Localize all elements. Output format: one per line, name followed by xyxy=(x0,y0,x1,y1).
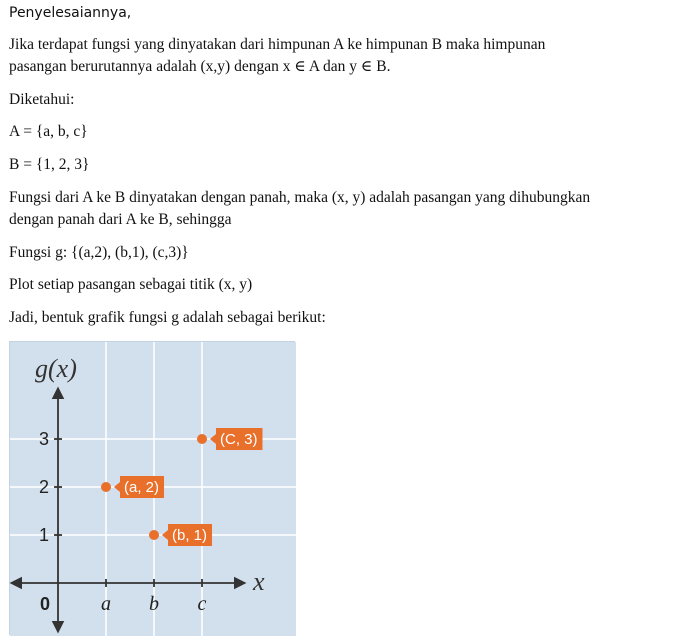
explanation-line-1: Fungsi dari A ke B dinyatakan dengan panah, maka (x, y) adalah pasangan yang dihubungkan xyxy=(9,189,591,206)
intro-text: Penyelesaiannya, xyxy=(9,5,132,21)
definition-line-1: Jika terdapat fungsi yang dinyatakan dari himpunan A ke himpunan B maka himpunan xyxy=(9,36,546,53)
conclusion-text: Jadi, bentuk grafik fungsi g adalah sebagai berikut: xyxy=(9,309,326,326)
y-tick-label: 1 xyxy=(38,525,50,545)
y-tick-label: 3 xyxy=(38,429,50,449)
data-point xyxy=(101,482,111,492)
point-label xyxy=(210,428,263,450)
point-label xyxy=(114,476,164,498)
x-tick-label: c xyxy=(197,593,207,615)
x-axis-title: x xyxy=(253,567,265,596)
diketahui-label: Diketahui: xyxy=(9,91,75,108)
point-label-text: (C, 3) xyxy=(220,431,258,448)
function-graph xyxy=(9,341,295,635)
point-label-text: (b, 1) xyxy=(172,527,208,544)
point-label-text: (a, 2) xyxy=(124,479,160,496)
data-point xyxy=(149,530,159,540)
y-tick-label: 2 xyxy=(38,477,50,497)
set-b: B = {1, 2, 3} xyxy=(9,156,90,173)
origin-label: 0 xyxy=(39,594,51,614)
data-point xyxy=(197,434,207,444)
y-axis-title: g(x) xyxy=(35,354,77,383)
definition-line-2: pasangan berurutannya adalah (x,y) dengan x ∈ A dan y ∈ B. xyxy=(9,58,391,75)
x-tick-label: a xyxy=(101,593,111,615)
graph-canvas xyxy=(10,342,296,636)
plot-instruction: Plot setiap pasangan sebagai titik (x, y) xyxy=(9,276,253,293)
function-g: Fungsi g: {(a,2), (b,1), (c,3)} xyxy=(9,244,189,261)
explanation-line-2: dengan panah dari A ke B, sehingga xyxy=(9,211,232,228)
x-tick-label: b xyxy=(149,593,159,615)
point-label xyxy=(162,524,212,546)
set-a: A = {a, b, c} xyxy=(9,123,88,140)
